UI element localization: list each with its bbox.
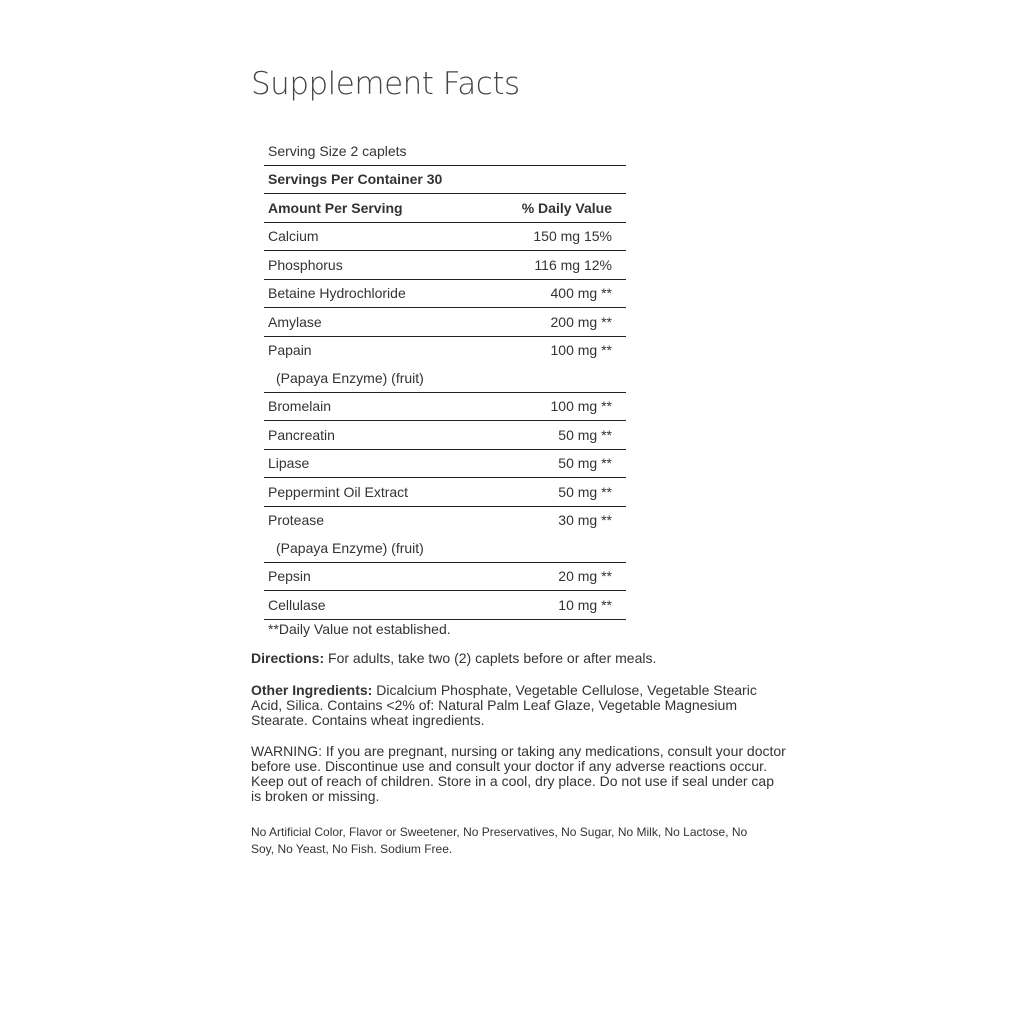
table-header-row: [264, 194, 626, 223]
ingredient-name: Papain: [268, 342, 312, 359]
ingredient-value: 20 mg **: [479, 562, 626, 591]
ingredient-value: 100 mg **: [550, 342, 612, 359]
table-row: [264, 251, 626, 280]
other-ingredients-label: Other Ingredients:: [251, 682, 373, 698]
ingredient-name: Calcium: [264, 222, 479, 251]
ingredient-value: 50 mg **: [479, 478, 626, 507]
table-row: [264, 449, 626, 478]
ingredient-value: 10 mg **: [479, 591, 626, 620]
ingredient-name: Peppermint Oil Extract: [264, 478, 479, 507]
ingredient-value: 200 mg **: [479, 308, 626, 337]
ingredient-name: Pancreatin: [264, 421, 479, 450]
amount-header: Amount Per Serving: [264, 194, 479, 223]
ingredient-value: 50 mg **: [479, 449, 626, 478]
page-title: Supplement Facts: [251, 66, 520, 102]
ingredient-name: Pepsin: [264, 562, 479, 591]
table-row: [264, 562, 626, 591]
daily-value-footnote: **Daily Value not established.: [268, 621, 451, 637]
table-row: [264, 591, 626, 620]
table-row: [264, 478, 626, 507]
table-row: [264, 421, 626, 450]
servings-per-container-row: [264, 165, 626, 194]
ingredient-name: Phosphorus: [264, 251, 479, 280]
servings-per-container: Servings Per Container 30: [264, 165, 626, 194]
daily-value-header: % Daily Value: [479, 194, 626, 223]
table-row-subtext: [264, 534, 626, 562]
directions-label: Directions:: [251, 650, 325, 666]
table-row: [264, 392, 626, 421]
ingredient-value: 50 mg **: [479, 421, 626, 450]
ingredient-value: 150 mg 15%: [479, 222, 626, 251]
directions-text: [251, 651, 786, 666]
directions-body: For adults, take two (2) caplets before or after meals.: [324, 650, 657, 666]
free-from-text: No Artificial Color, Flavor or Sweetener, No Preservatives, No Sugar, No Milk, No Lactose, No Soy, No Yeast, No Fish. Sodium Free.: [251, 825, 748, 856]
ingredient-source: (Papaya Enzyme) (fruit): [264, 534, 626, 562]
table-row-subtext: [264, 364, 626, 392]
ingredient-name: Betaine Hydrochloride: [264, 279, 479, 308]
serving-size: Serving Size 2 caplets: [264, 137, 626, 165]
ingredient-value: 116 mg 12%: [479, 251, 626, 280]
ingredient-name: Bromelain: [264, 392, 479, 421]
ingredient-value: 30 mg **: [558, 512, 612, 529]
other-ingredients-text: [251, 683, 786, 728]
table-row: [264, 279, 626, 308]
serving-size-row: [264, 137, 626, 165]
warning-text: WARNING: If you are pregnant, nursing or taking any medications, consult your doctor before use. Discontinue use and consult your doctor if any adverse reactions occur. Keep out of reach of children. Store in a cool, dry place. Do not use if seal under cap is broken or missing.: [251, 743, 786, 804]
supplement-facts-table: [264, 137, 626, 620]
ingredient-value: 100 mg **: [479, 392, 626, 421]
ingredient-value: 400 mg **: [479, 279, 626, 308]
table-row: [264, 222, 626, 251]
table-row: [264, 506, 626, 534]
table-row: [264, 336, 626, 364]
table-row: [264, 308, 626, 337]
ingredient-source: (Papaya Enzyme) (fruit): [264, 364, 626, 392]
ingredient-name: Amylase: [264, 308, 479, 337]
ingredient-name: Cellulase: [264, 591, 479, 620]
supplement-facts-label: [251, 64, 791, 856]
other-ingredients-body: Dicalcium Phosphate, Vegetable Cellulose, Vegetable Stearic Acid, Silica. Contains <2% of: Natural Palm Leaf Glaze, Vegetable Magnesium Stearate. Contains wheat ingredients.: [251, 682, 757, 728]
ingredient-name: Lipase: [264, 449, 479, 478]
ingredient-name: Protease: [268, 512, 325, 529]
